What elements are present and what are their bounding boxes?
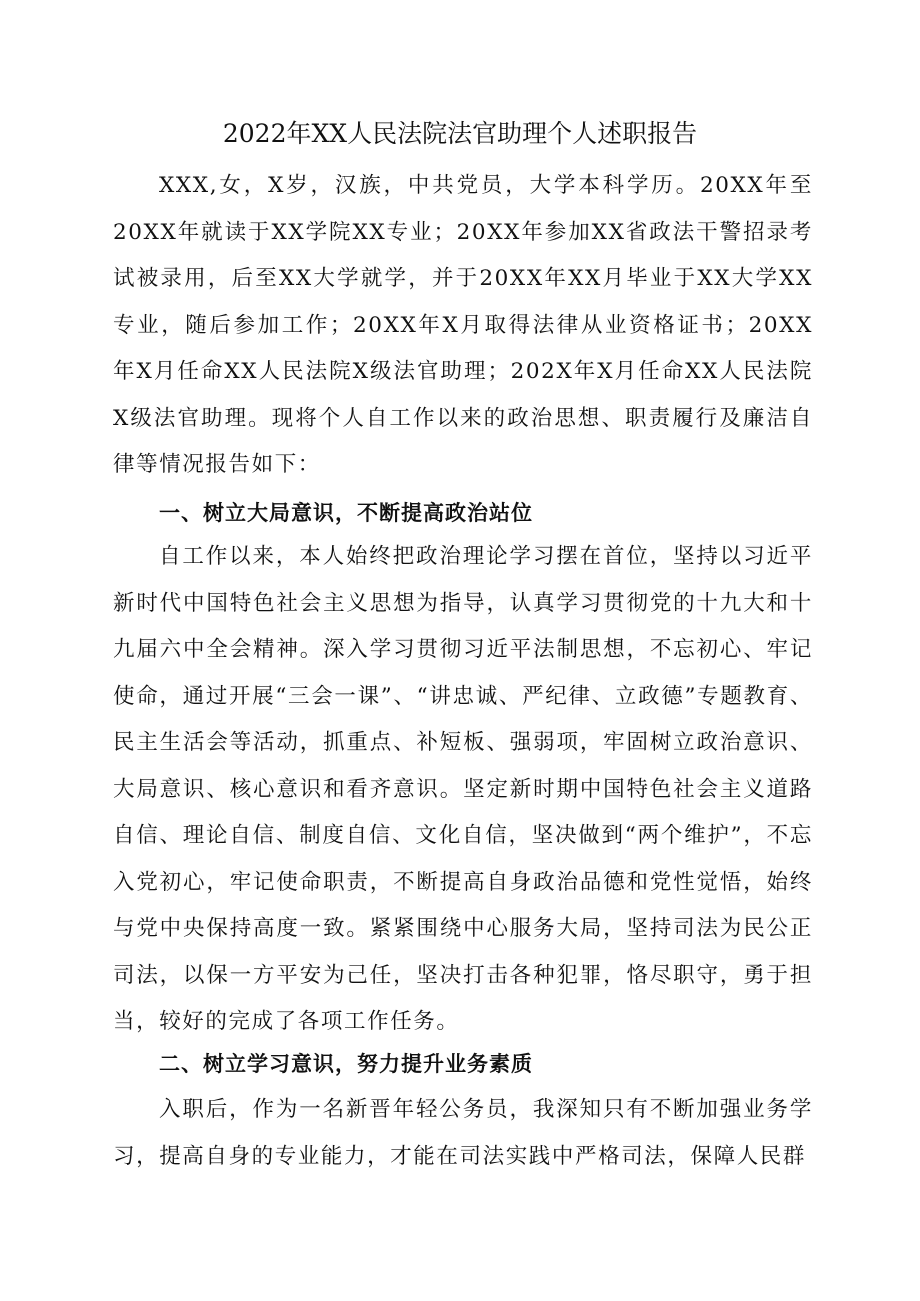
section-2-heading: 二、树立学习意识，努力提升业务素质 — [159, 1052, 533, 1076]
document-title: 2022年XX人民法院法官助理个人述职报告 — [222, 119, 698, 148]
intro-paragraph: XXX,女，X岁，汉族，中共党员，大学本科学历。20XX年至20XX年就读于XX学院XX专业；20XX年参加XX省政法干警招录考试被录用，后至XX大学就学，并于20XX年XX月毕业于XX大学XX专业，随后参加工作；20XX年X月取得法律从业资格证书；20XX年X月任命XX人民法院X级法官助理；202X年X月任命XX人民法院X级法官助理。现将个人自工作以来的政治思想、职责履行及廉洁自律等情况报告如下： — [113, 173, 813, 477]
section-1-paragraph: 自工作以来，本人始终把政治理论学习摆在首位，坚持以习近平新时代中国特色社会主义思想为指导，认真学习贯彻党的十九大和十九届六中全会精神。深入学习贯彻习近平法制思想，不忘初心、牢记使命，通过开展“三会一课”、“讲忠诚、严纪律、立政德”专题教育、民主生活会等活动，抓重点、补短板、强弱项，牢固树立政治意识、大局意识、核心意识和看齐意识。坚定新时期中国特色社会主义道路自信、理论自信、制度自信、文化自信，坚决做到“两个维护”，不忘入党初心，牢记使命职责，不断提高自身政治品德和党性觉悟，始终与党中央保持高度一致。紧紧围绕中心服务大局，坚持司法为民公正司法，以保一方平安为己任，坚决打击各种犯罪，恪尽职守，勇于担当，较好的完成了各项工作任务。 — [113, 544, 813, 1034]
section-1-heading: 一、树立大局意识，不断提高政治站位 — [159, 501, 533, 525]
section-2-paragraph: 入职后，作为一名新晋年轻公务员，我深知只有不断加强业务学习，提高自身的专业能力，才能在司法实践中严格司法，保障人民群 — [113, 1097, 813, 1169]
